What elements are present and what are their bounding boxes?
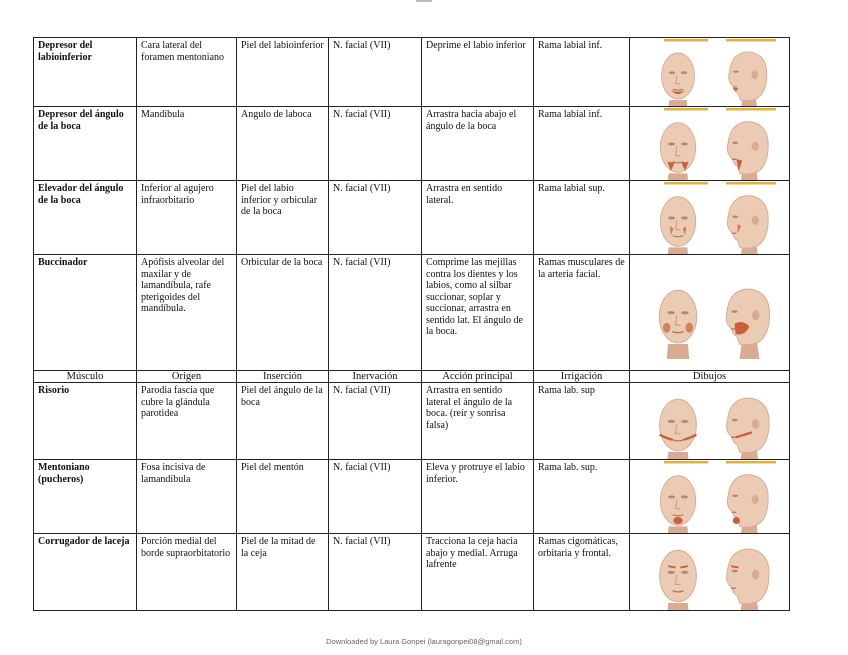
page-mark [416, 0, 432, 2]
origin-cell: Mandíbula [137, 107, 237, 181]
muscle-name-cell: Mentoniano (pucheros) [34, 460, 137, 534]
insertion-cell: Orbicular de la boca [237, 255, 329, 371]
head-illustration [630, 383, 789, 459]
table-row [34, 181, 790, 255]
irrigation-cell: Rama labial inf. [534, 38, 630, 107]
action-cell: Comprime las mejillas contra los dientes y los labios, como al silbar succionar, soplar y succionar, arrastra en sentido lat. El ángulo de la boca. [422, 255, 534, 371]
muscle-name-cell: Depresor del ángulo de la boca [34, 107, 137, 181]
irrigation-cell: Ramas cigomáticas, orbitaria y frontal. [534, 534, 630, 611]
origin-cell: Cara lateral del foramen mentoniano [137, 38, 237, 107]
download-footer: Downloaded by Laura Gonpei (lauragonpei08@gmail.com) [326, 637, 522, 646]
drawing-cell [630, 107, 790, 181]
table-row [34, 383, 790, 460]
muscle-name-cell: Risorio [34, 383, 137, 460]
action-cell: Deprime el labio inferior [422, 38, 534, 107]
irrigation-cell: Ramas musculares de la arteria facial. [534, 255, 630, 371]
irrigation-cell: Rama lab. sup [534, 383, 630, 460]
column-header: Origen [137, 371, 237, 383]
action-cell: Arrastra en sentido lateral el ángulo de la boca. (reír y sonrisa falsa) [422, 383, 534, 460]
innervation-cell: N. facial (VII) [329, 38, 422, 107]
drawing-cell [630, 255, 790, 371]
action-cell: Eleva y protruye el labio inferior. [422, 460, 534, 534]
innervation-cell: N. facial (VII) [329, 107, 422, 181]
head-illustration [630, 107, 789, 180]
muscle-name-cell: Elevador del ángulo de la boca [34, 181, 137, 255]
origin-cell: Porción medial del borde supraorbitatorio [137, 534, 237, 611]
column-header: Inervación [329, 371, 422, 383]
head-illustration [630, 255, 789, 370]
irrigation-cell: Rama labial inf. [534, 107, 630, 181]
insertion-cell: Piel del mentón [237, 460, 329, 534]
muscle-name-cell: Depresor del labioinferior [34, 38, 137, 107]
drawing-cell [630, 383, 790, 460]
drawing-cell [630, 460, 790, 534]
column-header: Músculo [34, 371, 137, 383]
table-row [34, 534, 790, 611]
action-cell: Arrastra en sentido lateral. [422, 181, 534, 255]
head-illustration [630, 38, 789, 106]
drawing-cell [630, 534, 790, 611]
action-cell: Tracciona la ceja hacia abajo y medial. Arruga lafrente [422, 534, 534, 611]
muscle-name-cell: Buccinador [34, 255, 137, 371]
table-row [34, 107, 790, 181]
innervation-cell: N. facial (VII) [329, 181, 422, 255]
column-header: Irrigación [534, 371, 630, 383]
insertion-cell: Piel del labioinferior [237, 38, 329, 107]
header-row [34, 371, 790, 383]
head-illustration [630, 181, 789, 254]
muscle-table [33, 37, 790, 611]
irrigation-cell: Rama lab. sup. [534, 460, 630, 534]
origin-cell: Apófisis alveolar del maxilar y de lamandíbula, rafe pterigoides del mandíbula. [137, 255, 237, 371]
column-header: Inserción [237, 371, 329, 383]
drawing-cell [630, 38, 790, 107]
action-cell: Arrastra hacia abajo el ángulo de la boca [422, 107, 534, 181]
innervation-cell: N. facial (VII) [329, 255, 422, 371]
insertion-cell: Piel del ángulo de la boca [237, 383, 329, 460]
table-row [34, 460, 790, 534]
column-header: Dibujos [630, 371, 790, 383]
muscle-name-cell: Corrugador de laceja [34, 534, 137, 611]
head-illustration [630, 534, 789, 610]
innervation-cell: N. facial (VII) [329, 534, 422, 611]
innervation-cell: N. facial (VII) [329, 383, 422, 460]
origin-cell: Inferior al agujero infraorbitario [137, 181, 237, 255]
irrigation-cell: Rama labial sup. [534, 181, 630, 255]
drawing-cell [630, 181, 790, 255]
column-header: Acción principal [422, 371, 534, 383]
insertion-cell: Piel de la mitad de la ceja [237, 534, 329, 611]
innervation-cell: N. facial (VII) [329, 460, 422, 534]
table-row [34, 38, 790, 107]
insertion-cell: Piel del labio inferior y orbicular de la boca [237, 181, 329, 255]
origin-cell: Parodia fascia que cubre la glándula parotidea [137, 383, 237, 460]
table-row [34, 255, 790, 371]
origin-cell: Fosa incisiva de lamandíbula [137, 460, 237, 534]
head-illustration [630, 460, 789, 533]
insertion-cell: Angulo de laboca [237, 107, 329, 181]
